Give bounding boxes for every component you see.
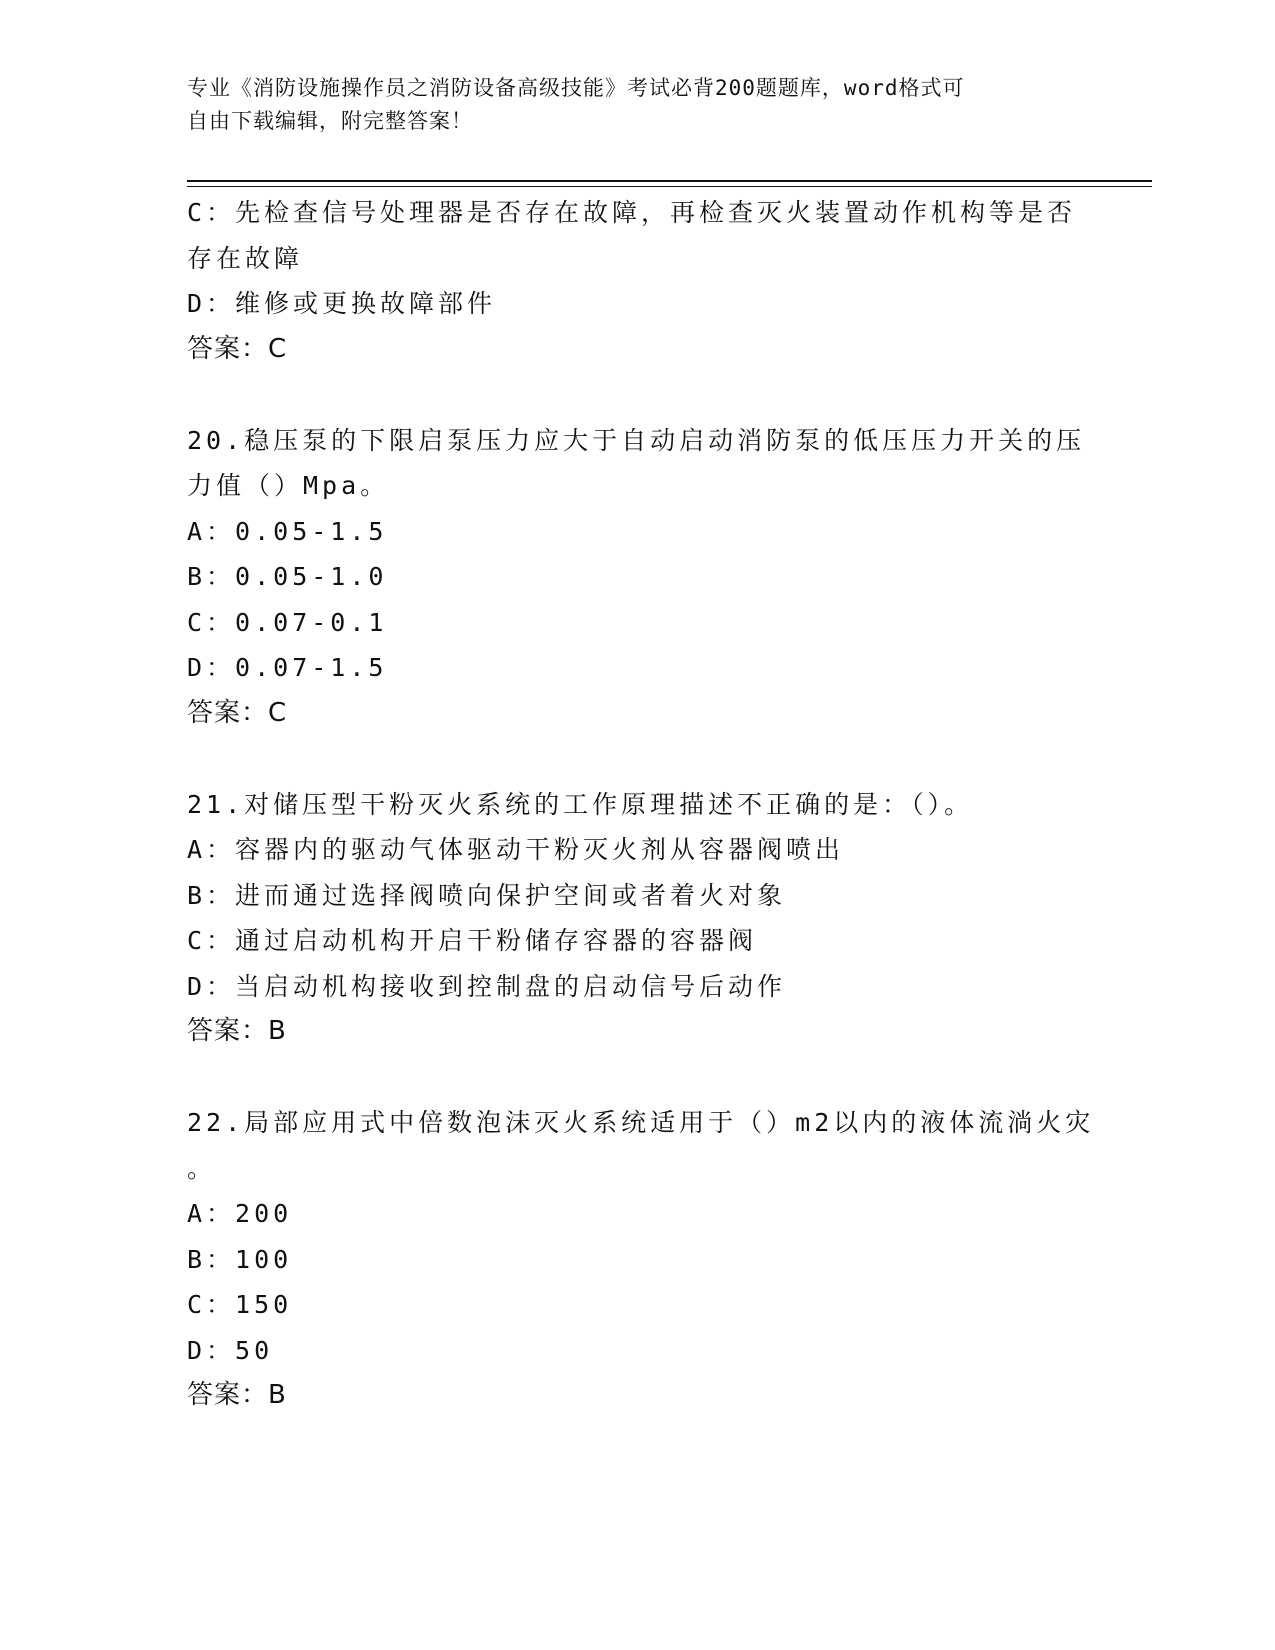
option-d: D：维修或更换故障部件 <box>187 289 497 318</box>
option-d: D：0.07-1.5 <box>187 653 388 682</box>
option-b: B：100 <box>187 1244 293 1274</box>
option-c: C：0.07-0.1 <box>187 607 388 637</box>
question-20 <box>187 418 1107 737</box>
question-stem-line: 21.对储压型干粉灭火系统的工作原理描述不正确的是：（）。 <box>187 789 974 819</box>
header-line-2: 自由下载编辑，附完整答案！ <box>187 109 473 133</box>
option-c-line-1: C：先检查信号处理器是否存在故障，再检查灭火装置动作机构等是否 <box>187 198 1077 227</box>
spacer <box>187 736 1107 782</box>
option-a: A：容器内的驱动气体驱动干粉灭火剂从容器阀喷出 <box>187 835 845 864</box>
header-divider-thin <box>187 186 1152 187</box>
option-b: B：进而通过选择阀喷向保护空间或者着火对象 <box>187 880 787 910</box>
option-a: A：200 <box>187 1199 293 1228</box>
question-stem-line: 。 <box>187 1153 217 1183</box>
carryover-block <box>187 190 1107 372</box>
header-line-1: 专业《消防设施操作员之消防设备高级技能》考试必背200题题库，word格式可 <box>187 76 965 100</box>
document-header <box>187 72 1087 138</box>
question-22 <box>187 1100 1107 1419</box>
option-b: B：0.05-1.0 <box>187 562 388 591</box>
option-c: C：150 <box>187 1290 293 1319</box>
question-21 <box>187 782 1107 1055</box>
answer-line: 答案：C <box>187 333 288 364</box>
option-c: C：通过启动机构开启干粉储存容器的容器阀 <box>187 926 758 955</box>
answer-line: 答案：C <box>187 697 288 728</box>
answer-line: 答案：B <box>187 1016 287 1046</box>
question-content <box>187 190 1107 1419</box>
answer-line: 答案：B <box>187 1380 287 1410</box>
option-d: D：50 <box>187 1335 274 1365</box>
spacer <box>187 372 1107 418</box>
spacer <box>187 1055 1107 1101</box>
option-c-line-2: 存在故障 <box>187 243 304 273</box>
option-a: A：0.05-1.5 <box>187 516 388 546</box>
option-d: D：当启动机构接收到控制盘的启动信号后动作 <box>187 971 787 1001</box>
question-stem-line: 20.稳压泵的下限启泵压力应大于自动启动消防泵的低压压力开关的压 <box>187 425 1086 455</box>
header-divider-thick <box>187 180 1152 182</box>
question-stem-line: 力值（）Mpa。 <box>187 471 390 500</box>
question-stem-line: 22.局部应用式中倍数泡沫灭火系统适用于（）m2以内的液体流淌火灾 <box>187 1108 1095 1137</box>
